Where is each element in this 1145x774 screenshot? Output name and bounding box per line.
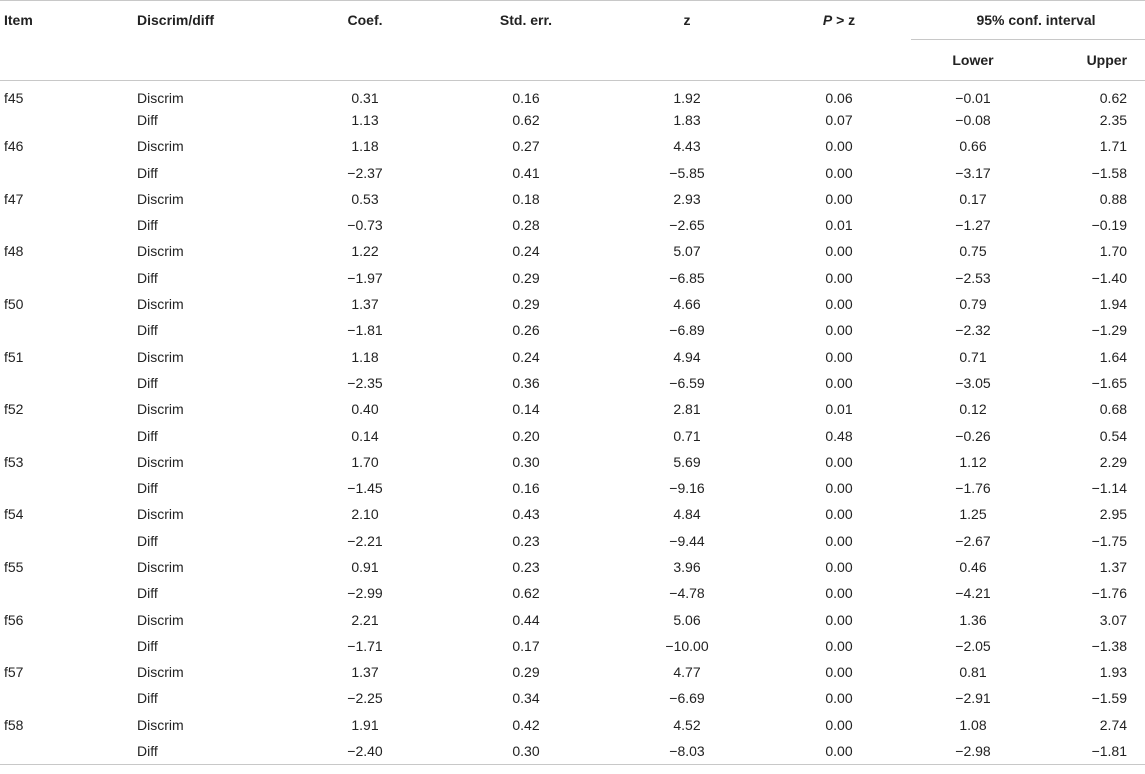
coef-cell: 1.37 [351, 296, 379, 313]
p-value-cell: 0.00 [825, 532, 853, 549]
table-body [0, 81, 1145, 765]
p-value-cell: 0.06 [825, 90, 853, 107]
z-cell: 5.69 [673, 453, 701, 470]
ci-lower-cell: −1.27 [955, 217, 991, 234]
ci-upper-cell: 1.94 [1099, 296, 1128, 313]
coef-cell: 0.91 [351, 558, 379, 575]
table-row [0, 554, 1145, 580]
header-lower: Lower [952, 52, 994, 68]
type-cell: Diff [137, 637, 158, 654]
std-err-cell: 0.14 [512, 401, 540, 418]
z-cell: −6.85 [669, 269, 705, 286]
z-cell: 1.83 [673, 111, 701, 128]
ci-upper-cell: 1.71 [1099, 138, 1128, 155]
table-row [0, 659, 1145, 685]
p-value-cell: 0.00 [825, 690, 853, 707]
z-cell: 4.77 [673, 664, 701, 681]
ci-lower-cell: 1.12 [959, 453, 987, 470]
type-cell: Discrim [137, 90, 184, 107]
table-row [0, 606, 1145, 632]
item-cell [0, 580, 137, 606]
table-row [0, 580, 1145, 606]
ci-upper-cell: −0.19 [1091, 217, 1128, 234]
item-cell: f53 [4, 453, 24, 470]
item-cell: f58 [4, 716, 24, 733]
p-value-cell: 0.00 [825, 190, 853, 207]
table-row [0, 712, 1145, 738]
std-err-cell: 0.42 [512, 716, 540, 733]
type-cell: Discrim [137, 664, 184, 681]
ci-lower-cell: −2.91 [955, 690, 991, 707]
p-value-cell: 0.00 [825, 348, 853, 365]
std-err-cell: 0.30 [512, 453, 540, 470]
z-cell: −6.89 [669, 322, 705, 339]
p-value-cell: 0.00 [825, 453, 853, 470]
p-value-cell: 0.00 [825, 558, 853, 575]
ci-lower-cell: −3.05 [955, 374, 991, 391]
coef-cell: 0.14 [351, 427, 379, 444]
ci-lower-cell: 0.17 [959, 190, 987, 207]
z-cell: 2.81 [673, 401, 701, 418]
z-cell: 1.92 [673, 90, 701, 107]
z-cell: −9.44 [669, 532, 705, 549]
table-row [0, 238, 1145, 264]
std-err-cell: 0.27 [512, 138, 540, 155]
p-value-cell: 0.00 [825, 374, 853, 391]
ci-lower-cell: 0.12 [959, 401, 987, 418]
ci-upper-cell: −1.58 [1091, 164, 1128, 181]
std-err-cell: 0.23 [512, 558, 540, 575]
ci-lower-cell: 1.36 [959, 611, 987, 628]
ci-lower-cell: −0.08 [955, 111, 991, 128]
z-cell: −9.16 [669, 480, 705, 497]
item-cell: f50 [4, 296, 24, 313]
table-row [0, 738, 1145, 764]
std-err-cell: 0.44 [512, 611, 540, 628]
table-row [0, 396, 1145, 422]
ci-upper-cell: 1.37 [1099, 558, 1128, 575]
type-cell: Discrim [137, 611, 184, 628]
coef-cell: 1.70 [351, 453, 379, 470]
p-value-cell: 0.00 [825, 611, 853, 628]
coef-cell: 1.91 [351, 716, 379, 733]
ci-upper-cell: −1.65 [1091, 374, 1128, 391]
table-row [0, 449, 1145, 475]
header-std-err: Std. err. [499, 12, 553, 28]
ci-lower-cell: −2.53 [955, 269, 991, 286]
p-value-cell: 0.00 [825, 716, 853, 733]
std-err-cell: 0.16 [512, 480, 540, 497]
std-err-cell: 0.28 [512, 217, 540, 234]
ci-upper-cell: 0.68 [1099, 401, 1128, 418]
type-cell: Discrim [137, 190, 184, 207]
z-cell: 5.07 [673, 243, 701, 260]
item-cell [0, 107, 137, 133]
coef-cell: −2.25 [347, 690, 383, 707]
p-value-cell: 0.00 [825, 480, 853, 497]
table-row [0, 186, 1145, 212]
ci-upper-cell: −1.76 [1091, 585, 1128, 602]
type-cell: Discrim [137, 558, 184, 575]
ci-lower-cell: 0.66 [959, 138, 987, 155]
coef-cell: −1.81 [347, 322, 383, 339]
p-value-cell: 0.00 [825, 296, 853, 313]
ci-lower-cell: 1.08 [959, 716, 987, 733]
table-row [0, 133, 1145, 159]
z-cell: 5.06 [673, 611, 701, 628]
p-value-cell: 0.00 [825, 742, 853, 759]
item-cell: f51 [4, 348, 24, 365]
item-cell: f46 [4, 138, 24, 155]
std-err-cell: 0.24 [512, 348, 540, 365]
header-item: Item [4, 12, 33, 28]
type-cell: Discrim [137, 138, 184, 155]
z-cell: 4.84 [673, 506, 701, 523]
type-cell: Diff [137, 532, 158, 549]
z-cell: −6.59 [669, 374, 705, 391]
coef-cell: −2.21 [347, 532, 383, 549]
coef-cell: 1.37 [351, 664, 379, 681]
item-cell: f54 [4, 506, 24, 523]
coef-cell: 1.13 [351, 111, 379, 128]
item-cell: f45 [4, 90, 24, 107]
std-err-cell: 0.24 [512, 243, 540, 260]
table-row [0, 685, 1145, 711]
ci-upper-cell: −1.38 [1091, 637, 1128, 654]
coef-cell: −2.40 [347, 742, 383, 759]
item-cell [0, 422, 137, 448]
item-cell [0, 159, 137, 185]
type-cell: Diff [137, 164, 158, 181]
header-p-gt-z [767, 1, 911, 81]
header-z: z [683, 12, 691, 28]
std-err-cell: 0.16 [512, 90, 540, 107]
item-cell: f55 [4, 558, 24, 575]
table-row [0, 317, 1145, 343]
ci-lower-cell: −0.01 [955, 90, 991, 107]
ci-upper-cell: −1.40 [1091, 269, 1128, 286]
ci-lower-cell: 0.71 [959, 348, 987, 365]
ci-lower-cell: −4.21 [955, 585, 991, 602]
table-header [0, 1, 1145, 81]
ci-upper-cell: 2.35 [1099, 111, 1128, 128]
ci-upper-cell: 1.64 [1099, 348, 1128, 365]
std-err-cell: 0.29 [512, 269, 540, 286]
p-value-cell: 0.00 [825, 138, 853, 155]
p-value-cell: 0.00 [825, 506, 853, 523]
type-cell: Discrim [137, 453, 184, 470]
p-value-cell: 0.00 [825, 243, 853, 260]
ci-upper-cell: −1.59 [1091, 690, 1128, 707]
item-cell: f52 [4, 401, 24, 418]
p-value-cell: 0.00 [825, 637, 853, 654]
item-cell [0, 475, 137, 501]
coef-cell: −2.37 [347, 164, 383, 181]
table-row [0, 159, 1145, 185]
header-conf-interval: 95% conf. interval [911, 1, 1145, 40]
std-err-cell: 0.29 [512, 296, 540, 313]
z-cell: 2.93 [673, 190, 701, 207]
header-upper: Upper [1086, 52, 1128, 68]
ci-lower-cell: 1.25 [959, 506, 987, 523]
ci-upper-cell: 3.07 [1099, 611, 1128, 628]
type-cell: Diff [137, 742, 158, 759]
type-cell: Discrim [137, 716, 184, 733]
table-row [0, 265, 1145, 291]
std-err-cell: 0.30 [512, 742, 540, 759]
p-value-cell: 0.07 [825, 111, 853, 128]
type-cell: Diff [137, 690, 158, 707]
z-cell: −2.65 [669, 217, 705, 234]
ci-upper-cell: −1.14 [1091, 480, 1128, 497]
coef-cell: −2.35 [347, 374, 383, 391]
p-value-cell: 0.00 [825, 269, 853, 286]
type-cell: Diff [137, 427, 158, 444]
coef-cell: −1.71 [347, 637, 383, 654]
std-err-cell: 0.62 [512, 585, 540, 602]
table-row [0, 370, 1145, 396]
item-cell [0, 317, 137, 343]
item-cell [0, 633, 137, 659]
item-cell [0, 528, 137, 554]
ci-lower-cell: 0.79 [959, 296, 987, 313]
std-err-cell: 0.18 [512, 190, 540, 207]
coef-cell: 0.31 [351, 90, 379, 107]
std-err-cell: 0.36 [512, 374, 540, 391]
p-value-cell: 0.01 [825, 217, 853, 234]
table-row [0, 291, 1145, 317]
std-err-cell: 0.34 [512, 690, 540, 707]
p-value-cell: 0.00 [825, 664, 853, 681]
std-err-cell: 0.26 [512, 322, 540, 339]
ci-lower-cell: 0.81 [959, 664, 987, 681]
std-err-cell: 0.41 [512, 164, 540, 181]
coef-cell: 1.22 [351, 243, 379, 260]
type-cell: Diff [137, 322, 158, 339]
item-cell: f56 [4, 611, 24, 628]
ci-lower-cell: −2.98 [955, 742, 991, 759]
std-err-cell: 0.23 [512, 532, 540, 549]
type-cell: Discrim [137, 243, 184, 260]
std-err-cell: 0.20 [512, 427, 540, 444]
item-cell [0, 685, 137, 711]
z-cell: 4.52 [673, 716, 701, 733]
type-cell: Diff [137, 480, 158, 497]
z-cell: 4.66 [673, 296, 701, 313]
coef-cell: −1.97 [347, 269, 383, 286]
ci-upper-cell: −1.81 [1091, 742, 1128, 759]
coef-cell: 1.18 [351, 348, 379, 365]
ci-upper-cell: 0.54 [1099, 427, 1128, 444]
item-cell: f57 [4, 664, 24, 681]
type-cell: Diff [137, 217, 158, 234]
ci-upper-cell: 2.74 [1099, 716, 1128, 733]
std-err-cell: 0.29 [512, 664, 540, 681]
item-cell: f48 [4, 243, 24, 260]
type-cell: Diff [137, 585, 158, 602]
item-cell [0, 265, 137, 291]
ci-lower-cell: −2.32 [955, 322, 991, 339]
coef-cell: −1.45 [347, 480, 383, 497]
ci-upper-cell: 1.70 [1099, 243, 1128, 260]
ci-upper-cell: 1.93 [1099, 664, 1128, 681]
table-row [0, 633, 1145, 659]
ci-upper-cell: 0.88 [1099, 190, 1128, 207]
table-row [0, 343, 1145, 369]
item-cell [0, 738, 137, 764]
type-cell: Discrim [137, 506, 184, 523]
coef-cell: 2.10 [351, 506, 379, 523]
header-coef: Coef. [347, 12, 383, 28]
p-value-cell: 0.00 [825, 585, 853, 602]
coef-cell: 2.21 [351, 611, 379, 628]
coef-cell: 0.40 [351, 401, 379, 418]
std-err-cell: 0.43 [512, 506, 540, 523]
p-value-cell: 0.00 [825, 322, 853, 339]
table-row [0, 81, 1145, 107]
type-cell: Discrim [137, 296, 184, 313]
coef-cell: −0.73 [347, 217, 383, 234]
type-cell: Diff [137, 111, 158, 128]
std-err-cell: 0.17 [512, 637, 540, 654]
table-row [0, 475, 1145, 501]
header-p-rest: > z [832, 12, 856, 28]
ci-upper-cell: −1.75 [1091, 532, 1128, 549]
z-cell: −10.00 [665, 637, 709, 654]
header-p-italic: P [822, 12, 833, 28]
p-value-cell: 0.48 [825, 427, 853, 444]
z-cell: 4.43 [673, 138, 701, 155]
table-row [0, 501, 1145, 527]
table-row [0, 107, 1145, 133]
z-cell: 4.94 [673, 348, 701, 365]
z-cell: −4.78 [669, 585, 705, 602]
table-row [0, 528, 1145, 554]
ci-lower-cell: −3.17 [955, 164, 991, 181]
item-cell [0, 370, 137, 396]
z-cell: 3.96 [673, 558, 701, 575]
type-cell: Diff [137, 374, 158, 391]
p-value-cell: 0.01 [825, 401, 853, 418]
item-cell [0, 212, 137, 238]
ci-lower-cell: −1.76 [955, 480, 991, 497]
z-cell: −8.03 [669, 742, 705, 759]
ci-upper-cell: 0.62 [1099, 90, 1128, 107]
std-err-cell: 0.62 [512, 111, 540, 128]
coef-cell: 0.53 [351, 190, 379, 207]
z-cell: 0.71 [673, 427, 701, 444]
table-row [0, 212, 1145, 238]
ci-lower-cell: −2.05 [955, 637, 991, 654]
z-cell: −5.85 [669, 164, 705, 181]
ci-upper-cell: −1.29 [1091, 322, 1128, 339]
table-row [0, 422, 1145, 448]
ci-lower-cell: −2.67 [955, 532, 991, 549]
ci-upper-cell: 2.95 [1099, 506, 1128, 523]
p-value-cell: 0.00 [825, 164, 853, 181]
coef-cell: −2.99 [347, 585, 383, 602]
z-cell: −6.69 [669, 690, 705, 707]
type-cell: Discrim [137, 401, 184, 418]
type-cell: Discrim [137, 348, 184, 365]
coef-cell: 1.18 [351, 138, 379, 155]
ci-lower-cell: 0.46 [959, 558, 987, 575]
ci-upper-cell: 2.29 [1099, 453, 1128, 470]
ci-lower-cell: −0.26 [955, 427, 991, 444]
item-cell: f47 [4, 190, 24, 207]
ci-lower-cell: 0.75 [959, 243, 987, 260]
type-cell: Diff [137, 269, 158, 286]
header-discrim-diff: Discrim/diff [137, 12, 215, 28]
